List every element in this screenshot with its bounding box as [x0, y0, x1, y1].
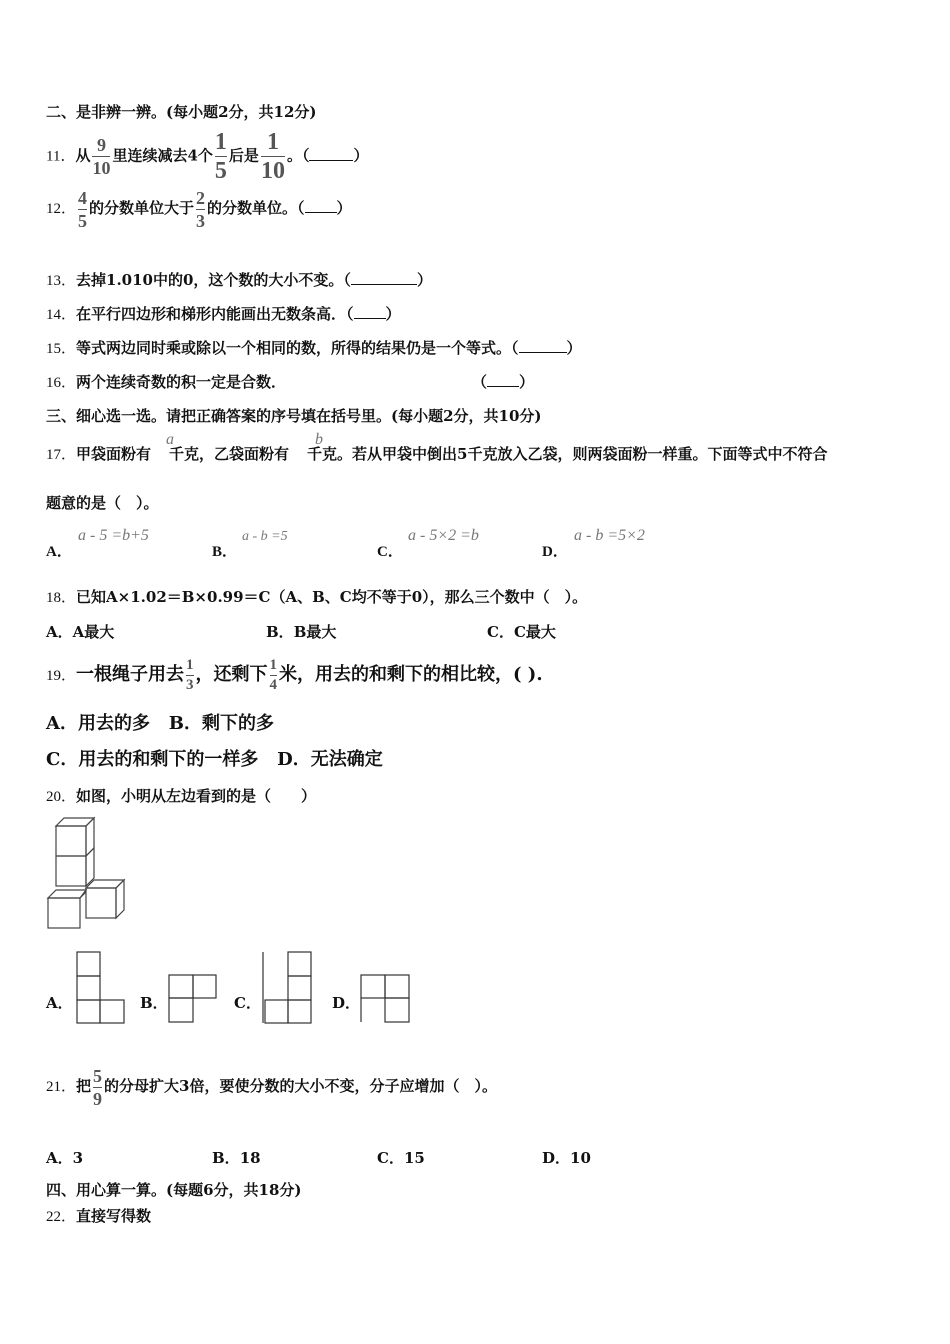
question-text: 的分数单位。（	[207, 199, 305, 217]
option-a-figure[interactable]	[76, 951, 126, 1025]
option-b[interactable]	[212, 540, 237, 561]
section-title-3: 三、细心选一选。请把正确答案的序号填在括号里。(每小题2分，共10分)	[46, 407, 542, 425]
question-text: 如图，小明从左边看到的是（ ）	[76, 787, 317, 805]
answer-blank[interactable]	[354, 306, 386, 319]
option-text: 18	[239, 1149, 261, 1167]
fraction	[93, 1067, 102, 1108]
denominator: 4	[269, 676, 278, 693]
option-a[interactable]: A．	[46, 994, 73, 1012]
question-text: ，还剩下	[195, 664, 268, 685]
question-15	[46, 338, 582, 359]
denominator: 3	[196, 210, 206, 231]
option-text: B最大	[293, 623, 337, 641]
question-text: 在平行四边形和梯形内能画出无数条高．（	[76, 305, 354, 323]
question-number: 20．	[46, 789, 77, 805]
question-text: 从	[75, 146, 91, 165]
option-text: 3	[72, 1149, 84, 1167]
question-number: 16．	[46, 375, 77, 391]
option-b[interactable]: B．	[140, 994, 168, 1012]
numerator: 1	[269, 656, 278, 673]
question-22	[46, 1206, 151, 1227]
option-d[interactable]	[542, 1147, 591, 1168]
option-d[interactable]	[542, 540, 568, 561]
question-text: ）	[353, 146, 369, 165]
question-19	[46, 652, 543, 699]
option-c[interactable]	[377, 540, 403, 561]
question-text: 已知A×1.02＝B×0.99＝C（A、B、C均不等于0），那么三个数中（ ）。	[76, 588, 588, 606]
option-d[interactable]: D．无法确定	[277, 749, 383, 770]
question-number: 15．	[46, 341, 77, 357]
question-text: 后是	[228, 146, 259, 165]
question-text: 直接写得数	[76, 1207, 152, 1225]
question-text: ）	[519, 373, 535, 391]
question-text: 里连续减去4个	[112, 146, 213, 165]
question-number: 12．	[46, 201, 77, 217]
numerator: 1	[214, 129, 227, 155]
option-a[interactable]	[46, 621, 114, 642]
option-label: B．	[212, 1149, 240, 1167]
section-title-4: 四、用心算一算。(每题6分，共18分)	[46, 1181, 302, 1199]
question-number: 14．	[46, 307, 77, 323]
question-20	[46, 786, 316, 807]
option-label: C．	[487, 623, 514, 641]
question-text: ）	[566, 339, 582, 357]
option-label: D．	[542, 1149, 571, 1167]
question-text: ）	[385, 305, 401, 323]
question-14	[46, 304, 401, 325]
denominator: 10	[260, 158, 285, 184]
option-b[interactable]	[212, 1147, 261, 1168]
fraction	[186, 658, 194, 693]
option-b[interactable]: B．剩下的多	[168, 713, 274, 734]
fraction	[78, 189, 87, 230]
option-c[interactable]: C．	[234, 994, 261, 1012]
option-text: A最大	[72, 623, 115, 641]
question-12	[46, 186, 352, 231]
question-text: ）	[336, 199, 352, 217]
fraction	[261, 130, 285, 183]
question-text: 两个连续奇数的积一定是合数．	[76, 373, 287, 391]
option-a[interactable]: A．用去的多	[46, 713, 150, 734]
option-text: 10	[570, 1149, 591, 1167]
question-text: 去掉1.010中的0，这个数的大小不变。（	[76, 271, 351, 289]
option-d-figure[interactable]	[360, 974, 412, 1024]
option-a[interactable]	[46, 1147, 83, 1168]
variable-b: b	[315, 431, 323, 448]
numerator: 1	[186, 656, 194, 673]
denominator: 10	[92, 158, 111, 178]
answer-blank[interactable]	[487, 374, 519, 387]
option-label: C．	[377, 544, 403, 560]
option-label: A．	[46, 544, 72, 560]
answer-blank[interactable]	[351, 272, 417, 285]
option-b[interactable]	[266, 621, 336, 642]
numerator: 5	[93, 1065, 103, 1086]
question-21	[46, 1062, 497, 1111]
answer-blank[interactable]	[309, 148, 353, 161]
cube-stack-figure	[44, 816, 134, 934]
option-c-figure[interactable]	[262, 951, 314, 1025]
option-text: 15	[403, 1149, 425, 1167]
question-text: ）	[416, 271, 432, 289]
denominator: 5	[78, 210, 88, 231]
question-11	[46, 130, 368, 183]
question-17	[46, 444, 828, 465]
option-d[interactable]: D．	[332, 994, 361, 1012]
question-text: （	[472, 373, 488, 391]
option-c-expr: a - 5×2 =b	[408, 527, 479, 544]
option-c[interactable]	[377, 1147, 425, 1168]
question-text: 甲袋面粉有	[76, 445, 152, 463]
numerator: 4	[78, 187, 88, 208]
numerator: 2	[196, 187, 206, 208]
question-text: 。（	[286, 146, 310, 165]
question-text: 千克，乙袋面粉有	[169, 445, 290, 463]
denominator: 9	[93, 1088, 103, 1109]
question-19-options-1	[46, 714, 274, 734]
question-16	[46, 372, 534, 393]
answer-blank[interactable]	[305, 200, 337, 213]
option-c[interactable]	[487, 621, 556, 642]
denominator: 5	[214, 158, 227, 184]
option-b-figure[interactable]	[168, 974, 218, 1024]
question-text: 等式两边同时乘或除以一个相同的数，所得的结果仍是一个等式。（	[76, 339, 519, 357]
option-c[interactable]: C．用去的和剩下的一样多	[46, 749, 259, 770]
question-number: 21．	[46, 1079, 77, 1095]
option-a-expr: a - 5 =b+5	[78, 527, 149, 544]
numerator: 1	[266, 129, 279, 155]
question-number: 19．	[46, 668, 77, 684]
answer-blank[interactable]	[519, 340, 567, 353]
question-13	[46, 270, 432, 291]
question-number: 22．	[46, 1209, 77, 1225]
fraction	[270, 658, 278, 693]
question-number: 11．	[46, 148, 76, 165]
question-text: 的分数单位大于	[89, 199, 195, 217]
option-a[interactable]	[46, 540, 72, 561]
numerator: 9	[96, 135, 106, 155]
section-title-2: 二、是非辨一辨。(每小题2分，共12分)	[46, 103, 317, 121]
question-text: 米，用去的和剩下的相比较，( ).	[279, 664, 543, 685]
option-label: B．	[212, 544, 238, 560]
option-text: C最大	[513, 623, 556, 641]
option-label: A．	[46, 1149, 73, 1167]
option-label: D．	[542, 544, 568, 560]
question-number: 17．	[46, 447, 77, 463]
option-b-expr: a - b =5	[242, 529, 288, 544]
option-label: C．	[377, 1149, 404, 1167]
option-label: A．	[46, 623, 73, 641]
fraction	[92, 136, 110, 177]
question-number: 13．	[46, 273, 77, 289]
question-17-line2: 题意的是（ ）。	[46, 494, 159, 512]
question-text: 把	[76, 1077, 92, 1095]
question-text: 一根绳子用去	[76, 664, 185, 685]
question-number: 18．	[46, 590, 77, 606]
option-d-expr: a - b =5×2	[574, 527, 645, 544]
question-text: 千克。若从甲袋中倒出5千克放入乙袋，则两袋面粉一样重。下面等式中不符合	[307, 445, 828, 463]
fraction	[215, 130, 227, 183]
question-18	[46, 587, 587, 608]
question-text: 的分母扩大3倍，要使分数的大小不变，分子应增加（ ）。	[104, 1077, 497, 1095]
variable-a: a	[166, 431, 174, 448]
fraction	[196, 189, 205, 230]
question-19-options-2	[46, 750, 383, 770]
option-label: B．	[266, 623, 294, 641]
denominator: 3	[186, 676, 194, 693]
